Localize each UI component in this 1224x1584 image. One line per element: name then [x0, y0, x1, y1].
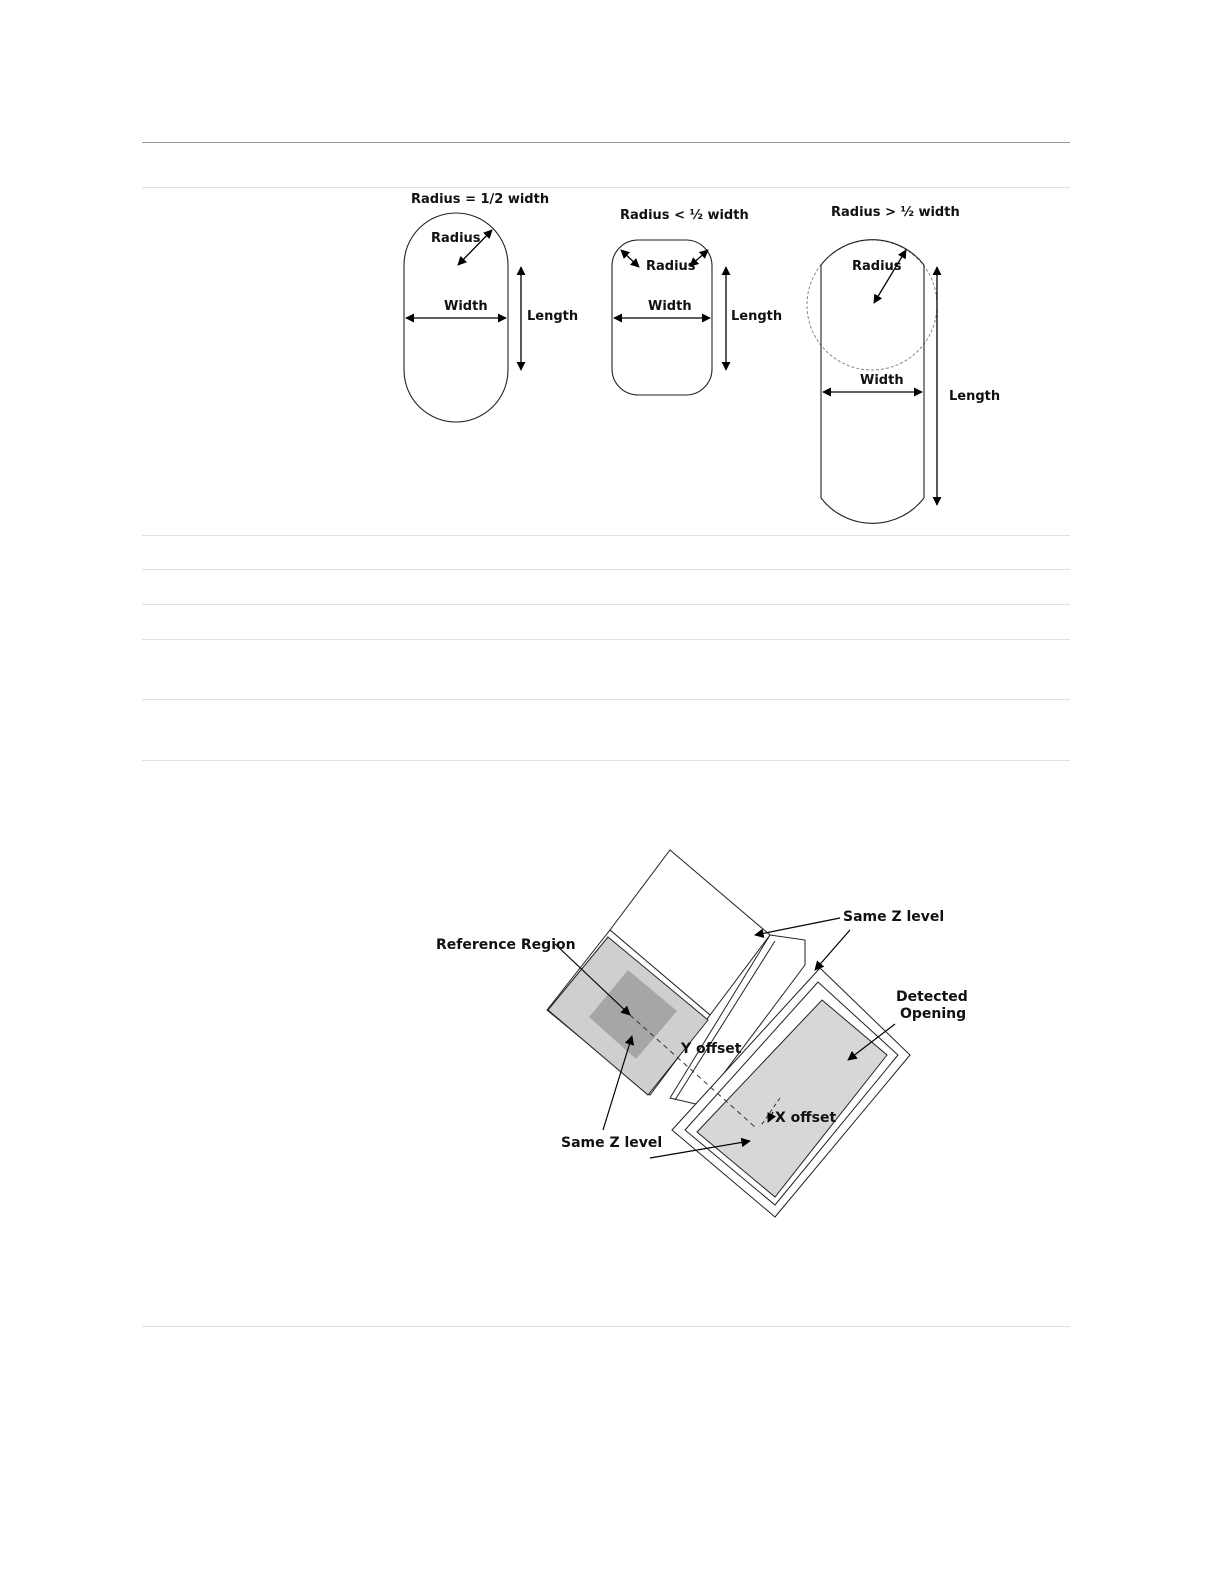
table-row-divider — [142, 699, 1070, 700]
same-z-top-arrow — [755, 918, 840, 935]
shape-radius-less-half — [612, 208, 782, 395]
length-label: Length — [527, 309, 579, 324]
x-offset-label: X offset — [775, 1110, 837, 1126]
table-row-divider — [142, 569, 1070, 570]
table-row-divider — [142, 639, 1070, 640]
same-z-level-bottom-label: Same Z level — [561, 1135, 663, 1151]
table-row-divider — [142, 604, 1070, 605]
reference-region-label: Reference Region — [436, 937, 576, 953]
shape-radius-equal-half — [404, 192, 578, 422]
y-offset-label: Y offset — [681, 1041, 742, 1057]
radius-shapes-figure — [0, 0, 1224, 560]
same-z-level-top-label: Same Z level — [843, 909, 945, 925]
radius-label: Radius — [852, 259, 902, 274]
shape-title: Radius > ½ width — [831, 205, 960, 220]
table-row-divider — [142, 1326, 1070, 1327]
detected-opening-label-2: Opening — [900, 1006, 967, 1022]
length-label: Length — [731, 309, 783, 324]
length-label: Length — [949, 389, 1001, 404]
radius-label: Radius — [431, 231, 481, 246]
same-z-top-arrow-2 — [815, 930, 850, 970]
detected-opening-label-1: Detected — [896, 989, 968, 1005]
width-label: Width — [648, 299, 692, 314]
reference-region-figure — [0, 820, 1224, 1240]
radius-arrow — [874, 250, 906, 303]
radius-label: Radius — [646, 259, 696, 274]
width-label: Width — [860, 373, 904, 388]
radius-arrow-left — [621, 250, 639, 267]
table-row-divider — [142, 760, 1070, 761]
shape-title: Radius = 1/2 width — [411, 192, 550, 207]
shape-title: Radius < ½ width — [620, 208, 749, 223]
shape-radius-greater-half — [807, 205, 1000, 523]
width-label: Width — [444, 299, 488, 314]
